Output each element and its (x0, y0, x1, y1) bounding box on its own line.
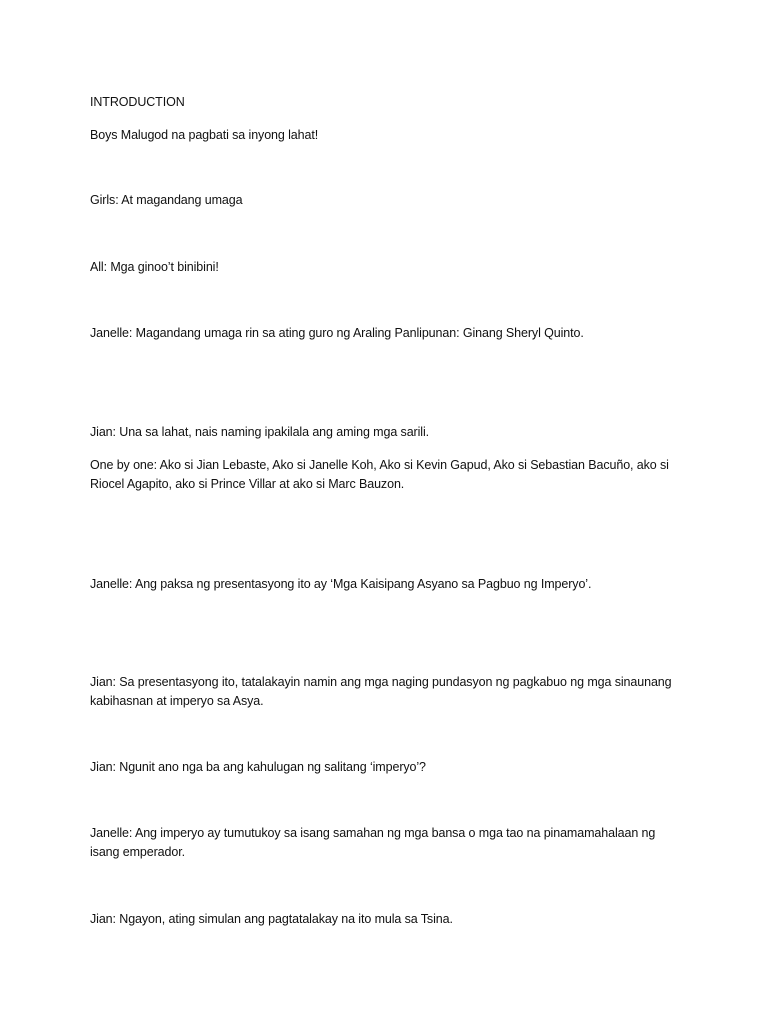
paragraph-boys-greeting: Boys Malugod na pagbati sa inyong lahat! (90, 128, 319, 142)
paragraph-jian-question: Jian: Ngunit ano nga ba ang kahulugan ng salitang ‘imperyo’? (90, 760, 426, 774)
paragraph-girls-greeting: Girls: At magandang umaga (90, 193, 243, 207)
paragraph-jian-start: Jian: Ngayon, ating simulan ang pagtatalakay na ito mula sa Tsina. (90, 912, 453, 926)
paragraph-jian-presentation: Jian: Sa presentasyong ito, tatalakayin namin ang mga naging pundasyon ng pagkabuo ng mga sinaunang kabihasnan at imperyo sa Asya. (90, 675, 672, 708)
paragraph-janelle-topic: Janelle: Ang paksa ng presentasyong ito ay ‘Mga Kaisipang Asyano sa Pagbuo ng Imperyo’. (90, 577, 592, 591)
paragraph-janelle-definition: Janelle: Ang imperyo ay tumutukoy sa isang samahan ng mga bansa o mga tao na pinamamahalaan ng isang emperador. (90, 826, 656, 859)
paragraph-all-greeting: All: Mga ginoo’t binibini! (90, 260, 219, 274)
paragraph-one-by-one: One by one: Ako si Jian Lebaste, Ako si Janelle Koh, Ako si Kevin Gapud, Ako si Sebastian Bacuño, ako si Riocel Agapito, ako si Prince Villar at ako si Marc Bauzon. (90, 458, 669, 491)
paragraph-janelle-teacher: Janelle: Magandang umaga rin sa ating guro ng Araling Panlipunan: Ginang Sheryl Quinto. (90, 326, 584, 340)
paragraph-jian-intro: Jian: Una sa lahat, nais naming ipakilala ang aming mga sarili. (90, 425, 430, 439)
document-heading: INTRODUCTION (90, 95, 185, 109)
